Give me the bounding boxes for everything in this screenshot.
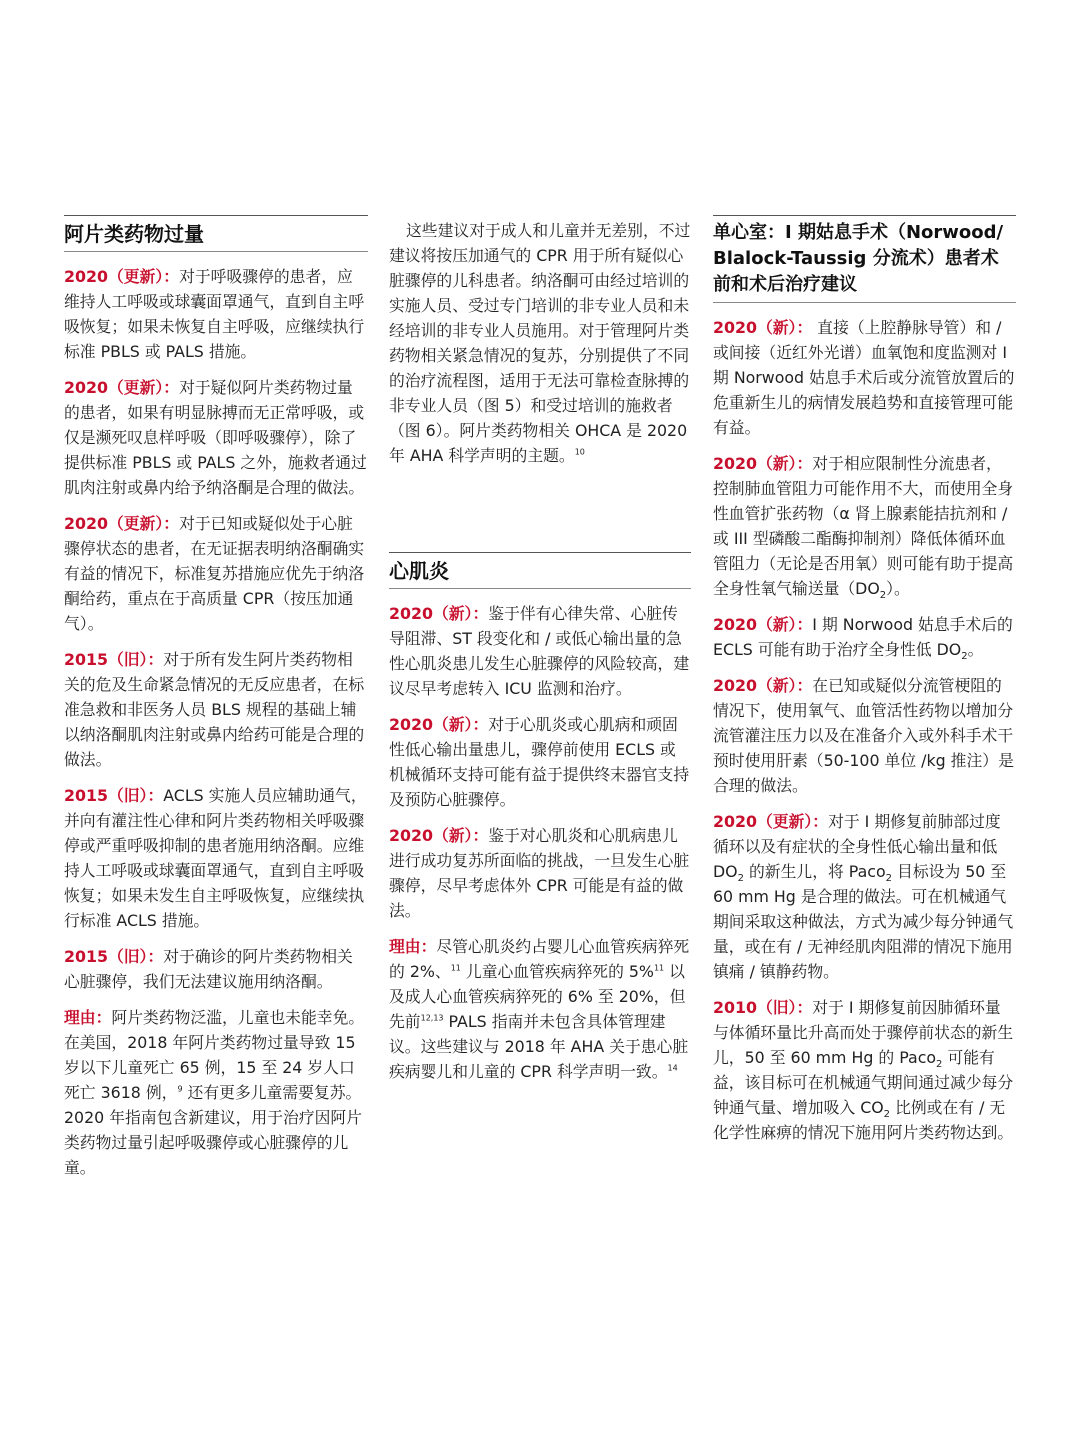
rationale-text: PALS 指南并未包含具体管理建议。这些建议与 2018 年 AHA 关于患心脏疾病婴儿和儿童的 CPR 科学声明一致。 [389, 1012, 689, 1081]
reference-superscript: 10 [574, 447, 585, 457]
rationale-text: 还有更多儿童需要复苏。2020 年指南包含新建议，用于治疗因阿片类药物过量引起呼吸骤停或心脏骤停的儿童。 [64, 1083, 362, 1177]
recommendation-text: 在已知或疑似分流管梗阻的情况下，使用氧气、血管活性药物以增加分流管灌注压力以及在准备介入或外科手术干预时使用肝素（50-100 单位 /kg 推注）是合理的做法。 [713, 676, 1014, 795]
reference-superscript: 11 [653, 963, 665, 973]
recommendation-paragraph [713, 315, 1016, 440]
column-continuation [389, 218, 691, 468]
recommendation-text: 对于心肌炎或心肌病和顽固性低心输出量患儿，骤停前使用 ECLS 或机械循环支持可能有益于提供终末器官支持及预防心脏骤停。 [389, 715, 690, 809]
section-heading-single-ventricle: 单心室：I 期姑息手术（Norwood/ Blalock-Taussig 分流术）患者术前和术后治疗建议 [713, 215, 1016, 303]
recommendation-paragraph [64, 375, 368, 500]
recommendation-paragraph [389, 712, 691, 812]
column-single-ventricle [713, 215, 1016, 1145]
rationale-text: 尽管心肌炎约占婴儿心血管疾病猝死的 2%、 [389, 937, 690, 981]
recommendation-text: 。 [967, 640, 984, 659]
reference-superscript: 14 [667, 1063, 678, 1073]
recommendation-paragraph [713, 612, 1016, 662]
recommendation-tag: 2020（新）： [713, 615, 813, 634]
recommendation-text: 鉴于对心肌炎和心肌病患儿进行成功复苏所面临的挑战，一旦发生心脏骤停，尽早考虑体外 CPR 可能是有益的做法。 [389, 826, 690, 920]
subscript: 2 [885, 873, 893, 885]
recommendation-text: 的新生儿，将 Paco [743, 862, 886, 881]
recommendation-paragraph [389, 601, 691, 701]
recommendation-text: 对于呼吸骤停的患者，应维持人工呼吸或球囊面罩通气，直到自主呼吸恢复；如果未恢复自主呼吸，应继续执行标准 PBLS 或 PALS 措施。 [64, 267, 365, 361]
recommendation-text: 对于已知或疑似处于心脏骤停状态的患者，在无证据表明纳洛酮确实有益的情况下，标准复苏措施应优先于纳洛酮给药，重点在于高质量 CPR（按压加通气）。 [64, 514, 365, 633]
recommendation-tag: 2020（新）： [389, 826, 489, 845]
recommendation-text: 直接（上腔静脉导管）和 / 或间接（近红外光谱）血氧饱和度监测对 I 期 Norwood 姑息手术后或分流管放置后的危重新生儿的病情发展趋势和直接管理可能有益。 [713, 318, 1015, 437]
recommendation-text: 对于疑似阿片类药物过量的患者，如果有明显脉搏而无正常呼吸，或仅是濒死叹息样呼吸（即呼吸骤停），除了提供标准 PBLS 或 PALS 之外，施救者通过肌肉注射或鼻内给予纳洛酮是合理的做法。 [64, 378, 367, 497]
recommendation-text: ）。 [886, 579, 910, 598]
recommendation-text: 鉴于伴有心律失常、心脏传导阻滞、ST 段变化和 / 或低心输出量的急性心肌炎患儿发生心脏骤停的风险较高，建议尽早考虑转入 ICU 监测和治疗。 [389, 604, 690, 698]
recommendation-tag: 2020（更新）： [713, 812, 829, 831]
rationale-tag: 理由： [389, 937, 437, 956]
recommendation-text: 对于所有发生阿片类药物相关的危及生命紧急情况的无反应患者，在标准急救和非医务人员 BLS 规程的基础上辅以纳洛酮肌肉注射或鼻内给药可能是合理的做法。 [64, 650, 365, 769]
recommendation-tag: 2020（新）： [389, 604, 489, 623]
rationale-text: 儿童心血管疾病猝死的 5% [460, 962, 654, 981]
recommendation-text: 目标设为 50 至 60 mm Hg 是合理的做法。可在机械通气期间采取这种做法，方式为减少每分钟通气量，或在有 / 无神经肌肉阻滞的情况下施用镇痛 / 镇静药物。 [713, 862, 1014, 981]
reference-superscript: 11 [450, 963, 461, 973]
recommendation-text: 对于 I 期修复前肺部过度循环以及有症状的全身性低心输出量和低 DO [713, 812, 1001, 881]
recommendation-paragraph [713, 995, 1016, 1145]
recommendation-paragraph [713, 809, 1016, 984]
column-myocarditis [389, 552, 691, 1084]
recommendation-text: 对于 I 期修复前因肺循环量与体循环量比升高而处于骤停前状态的新生儿，50 至 60 mm Hg 的 Paco [713, 998, 1014, 1067]
recommendation-paragraph [64, 264, 368, 364]
section-heading-opioid-overdose: 阿片类药物过量 [64, 215, 368, 252]
recommendation-paragraph [64, 783, 368, 933]
recommendation-tag: 2020（新）： [713, 318, 813, 337]
continuation-text: 这些建议对于成人和儿童并无差别，不过建议将按压加通气的 CPR 用于所有疑似心脏骤停的儿科患者。纳洛酮可由经过培训的实施人员、受过专门培训的非专业人员和未经培训的非专业人员施用。对于管理阿片类药物相关紧急情况的复苏，分别提供了不同的治疗流程图，适用于无法可靠检查脉搏的非专业人员（图 5）和受过培训的施救者（图 6）。阿片类药物相关 OHCA 是 2020 年 AHA 科学声明的主题。 [389, 221, 691, 465]
recommendation-text: 可能有益，该目标可在机械通气期间通过减少每分钟通气量、增加吸入 CO [713, 1048, 1014, 1117]
recommendation-text: ACLS 实施人员应辅助通气，并向有灌注性心律和阿片类药物相关呼吸骤停或严重呼吸抑制的患者施用纳洛酮。应维持人工呼吸或球囊面罩通气，直到自主呼吸恢复；如果未发生自主呼吸恢复，应继续执行标准 ACLS 措施。 [64, 786, 367, 930]
rationale-tag: 理由： [64, 1008, 112, 1027]
rationale-paragraph [389, 934, 691, 1084]
reference-superscript: 12,13 [420, 1013, 444, 1023]
recommendation-tag: 2010（旧）： [713, 998, 813, 1017]
recommendation-tag: 2020（新）： [713, 676, 813, 695]
recommendation-tag: 2020（新）： [389, 715, 489, 734]
recommendation-tag: 2020（更新）： [64, 267, 180, 286]
recommendation-text: 对于相应限制性分流患者，控制肺血管阻力可能作用不大，而使用全身性血管扩张药物（α 肾上腺素能拮抗剂和 / 或 III 型磷酸二酯酶抑制剂）降低体循环血管阻力（无论是否用氧）则可能有助于提高全身性氧气输送量（DO [713, 454, 1014, 598]
subscript: 2 [961, 651, 968, 663]
continuation-paragraph [389, 218, 691, 468]
subscript: 2 [936, 1059, 943, 1071]
section-heading-myocarditis: 心肌炎 [389, 552, 691, 589]
column-opioid-overdose [64, 215, 368, 1180]
recommendation-tag: 2020（更新）： [64, 514, 180, 533]
reference-superscript: 9 [177, 1084, 183, 1094]
recommendation-paragraph [713, 451, 1016, 601]
subscript: 2 [737, 873, 744, 885]
recommendation-text: I 期 Norwood 姑息手术后的 ECLS 可能有助于治疗全身性低 DO [713, 615, 1013, 659]
recommendation-text: 比例或在有 / 无化学性麻痹的情况下施用阿片类药物达到。 [713, 1098, 1014, 1142]
recommendation-tag: 2020（更新）： [64, 378, 180, 397]
recommendation-paragraph [389, 823, 691, 923]
subscript: 2 [883, 1109, 891, 1121]
recommendation-tag: 2015（旧）： [64, 650, 164, 669]
recommendation-tag: 2015（旧）： [64, 947, 164, 966]
recommendation-tag: 2015（旧）： [64, 786, 164, 805]
recommendation-paragraph [64, 944, 368, 994]
recommendation-text: 对于确诊的阿片类药物相关心脏骤停，我们无法建议施用纳洛酮。 [64, 947, 353, 991]
recommendation-paragraph [64, 647, 368, 772]
rationale-text: 阿片类药物泛滥，儿童也未能幸免。在美国，2018 年阿片类药物过量导致 15 岁以下儿童死亡 65 例，15 至 24 岁人口死亡 3618 例， [64, 1008, 365, 1102]
rationale-text: 以及成人心血管疾病猝死的 6% 至 20%，但先前 [389, 962, 686, 1031]
recommendation-paragraph [64, 511, 368, 636]
recommendation-paragraph [713, 673, 1016, 798]
subscript: 2 [879, 590, 887, 602]
rationale-paragraph [64, 1005, 368, 1180]
recommendation-tag: 2020（新）： [713, 454, 813, 473]
